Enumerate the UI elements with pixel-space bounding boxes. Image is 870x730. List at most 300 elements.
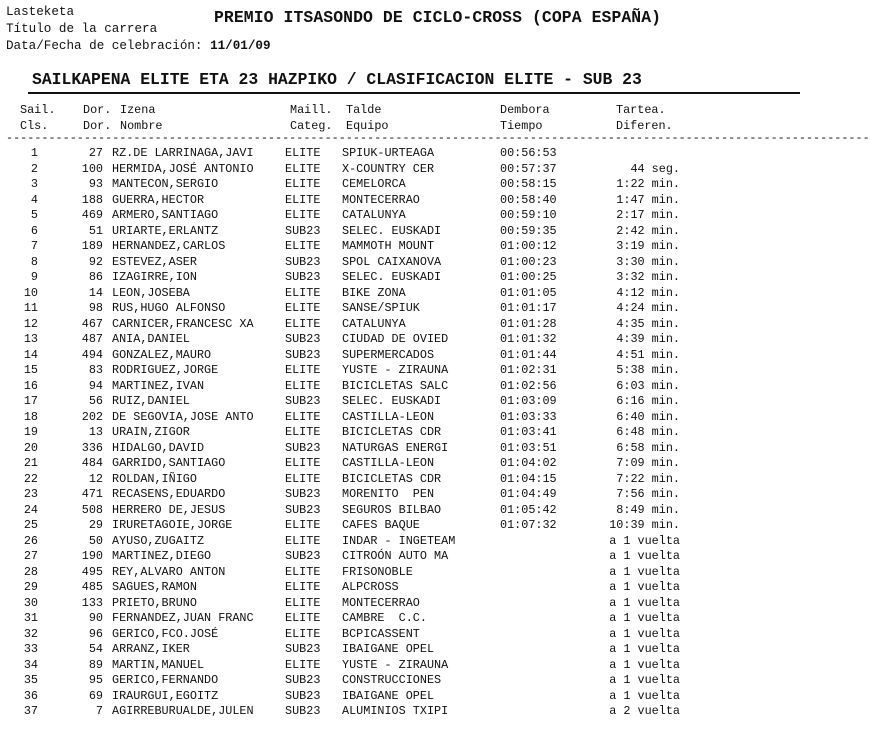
header-separator: -------------------------------------------------------------------------------------------------------------------------- <box>6 131 870 145</box>
table-row <box>0 239 830 255</box>
team-cell: BCPICASSENT <box>342 626 420 641</box>
gap-cell: 4:24 min. <box>616 301 680 315</box>
time-cell: 01:04:49 <box>500 487 557 501</box>
table-row <box>0 208 830 224</box>
table-row <box>0 394 830 410</box>
gap-cell: 6:58 min. <box>616 440 680 455</box>
col-maill: Maill. <box>290 103 333 117</box>
category-cell: SUB23 <box>285 688 321 703</box>
team-cell: NATURGAS ENERGI <box>342 440 449 455</box>
bib-cell: 89 <box>88 657 103 672</box>
bib-cell: 188 <box>81 192 103 207</box>
rank-cell: 28 <box>23 564 38 579</box>
team-cell: YUSTE - ZIRAUNA <box>342 657 449 672</box>
table-row <box>0 642 830 658</box>
gap-cell: 10:39 min. <box>609 518 680 532</box>
category-cell: ELITE <box>285 425 321 439</box>
category-cell: SUB23 <box>285 254 321 269</box>
rider-name-cell: SAGUES,RAMON <box>112 580 197 594</box>
category-cell: ELITE <box>285 363 321 377</box>
rider-name-cell: DE SEGOVIA,JOSE ANTO <box>112 409 254 424</box>
rider-name-cell: GONZALEZ,MAURO <box>112 347 212 362</box>
rider-name-cell: MANTECON,SERGIO <box>112 177 219 191</box>
time-cell: 01:01:17 <box>500 301 557 315</box>
time-cell: 01:01:05 <box>500 285 557 300</box>
rank-cell: 25 <box>23 518 38 532</box>
col-header-diff <box>616 102 673 134</box>
rider-name-cell: HERNANDEZ,CARLOS <box>112 239 226 253</box>
table-row <box>0 627 830 643</box>
time-cell: 01:03:33 <box>500 409 557 424</box>
bib-cell: 485 <box>81 580 103 594</box>
category-cell: ELITE <box>285 285 321 300</box>
bib-cell: 484 <box>81 456 103 470</box>
rider-name-cell: LEON,JOSEBA <box>112 285 190 300</box>
rider-name-cell: RODRIGUEZ,JORGE <box>112 363 219 377</box>
col-dor-eu: Dor. <box>83 103 112 117</box>
rank-cell: 23 <box>23 487 38 501</box>
rank-cell: 37 <box>23 704 38 718</box>
titulo-label: Título de la carrera <box>6 22 158 36</box>
team-cell: CONSTRUCCIONES <box>342 673 442 687</box>
category-cell: ELITE <box>285 456 321 470</box>
category-cell: SUB23 <box>285 673 321 687</box>
bib-cell: 92 <box>88 254 103 269</box>
bib-cell: 7 <box>95 704 103 718</box>
rank-cell: 29 <box>23 580 38 594</box>
table-row <box>0 580 830 596</box>
gap-cell: 2:17 min. <box>616 208 680 222</box>
col-header-time <box>500 102 550 134</box>
rider-name-cell: HERMIDA,JOSÉ ANTONIO <box>112 161 254 176</box>
bib-cell: 508 <box>81 502 103 517</box>
bib-cell: 467 <box>81 316 103 331</box>
bib-cell: 190 <box>81 549 103 563</box>
time-cell: 01:03:09 <box>500 394 557 408</box>
bib-cell: 495 <box>81 564 103 579</box>
rider-name-cell: IRAURGUI,EGOITZ <box>112 688 219 703</box>
col-cls: Cls. <box>20 119 49 133</box>
gap-cell: 6:03 min. <box>616 378 680 393</box>
category-cell: ELITE <box>285 378 321 393</box>
table-row <box>0 596 830 612</box>
bib-cell: 189 <box>81 239 103 253</box>
table-row <box>0 177 830 193</box>
col-nombre: Nombre <box>120 119 163 133</box>
gap-cell: 2:42 min. <box>616 223 680 238</box>
bib-cell: 93 <box>88 177 103 191</box>
category-cell: ELITE <box>285 564 321 579</box>
table-row <box>0 704 830 720</box>
category-cell: SUB23 <box>285 704 321 718</box>
time-cell: 01:02:31 <box>500 363 557 377</box>
rank-cell: 35 <box>23 673 38 687</box>
table-row <box>0 673 830 689</box>
time-cell: 01:01:44 <box>500 347 557 362</box>
category-cell: SUB23 <box>285 487 321 501</box>
gap-cell: 7:56 min. <box>616 487 680 501</box>
rider-name-cell: MARTIN,MANUEL <box>112 657 205 672</box>
rider-name-cell: ARRANZ,IKER <box>112 642 190 656</box>
category-cell: SUB23 <box>285 332 321 346</box>
rank-cell: 14 <box>23 347 38 362</box>
bib-cell: 98 <box>88 301 103 315</box>
table-row <box>0 162 830 178</box>
table-row <box>0 332 830 348</box>
gap-cell: 3:32 min. <box>616 270 680 284</box>
rider-name-cell: FERNANDEZ,JUAN FRANC <box>112 611 254 625</box>
category-cell: SUB23 <box>285 347 321 362</box>
rank-cell: 32 <box>23 626 38 641</box>
gap-cell: a 1 vuelta <box>609 564 680 579</box>
race-title: PREMIO ITSASONDO DE CICLO-CROSS (COPA ESPAÑA) <box>214 8 662 27</box>
category-cell: SUB23 <box>285 394 321 408</box>
table-row <box>0 456 830 472</box>
gap-cell: a 1 vuelta <box>609 580 680 594</box>
table-row <box>0 255 830 271</box>
col-header-name <box>120 102 162 134</box>
col-dor-es: Dor. <box>83 119 112 133</box>
team-cell: MONTECERRAO <box>342 192 420 207</box>
col-tartea: Tartea. <box>616 103 666 117</box>
table-row <box>0 565 830 581</box>
gap-cell: 7:09 min. <box>616 456 680 470</box>
col-categ: Categ. <box>290 119 333 133</box>
category-cell: ELITE <box>285 409 321 424</box>
bib-cell: 50 <box>88 533 103 548</box>
rank-cell: 7 <box>30 239 38 253</box>
table-row <box>0 286 830 302</box>
team-cell: BICICLETAS CDR <box>342 425 442 439</box>
time-cell: 01:01:32 <box>500 332 557 346</box>
rider-name-cell: GERICO,FCO.JOSÉ <box>112 626 219 641</box>
rank-cell: 5 <box>30 208 38 222</box>
rider-name-cell: RUS,HUGO ALFONSO <box>112 301 226 315</box>
table-row <box>0 301 830 317</box>
bib-cell: 133 <box>81 595 103 610</box>
time-cell: 00:58:40 <box>500 192 557 207</box>
time-cell: 01:02:56 <box>500 378 557 393</box>
table-row <box>0 487 830 503</box>
rider-name-cell: IRURETAGOIE,JORGE <box>112 518 233 532</box>
team-cell: INDAR - INGETEAM <box>342 533 456 548</box>
bib-cell: 83 <box>88 363 103 377</box>
rank-cell: 24 <box>23 502 38 517</box>
team-cell: MORENITO PEN <box>342 487 435 501</box>
category-cell: SUB23 <box>285 549 321 563</box>
gap-cell: 1:22 min. <box>616 177 680 191</box>
team-cell: CAMBRE C.C. <box>342 611 427 625</box>
team-cell: ALUMINIOS TXIPI <box>342 704 449 718</box>
gap-cell: a 1 vuelta <box>609 549 680 563</box>
gap-cell: a 1 vuelta <box>609 626 680 641</box>
bib-cell: 469 <box>81 208 103 222</box>
gap-cell: 4:35 min. <box>616 316 680 331</box>
category-cell: ELITE <box>285 161 321 176</box>
team-cell: CASTILLA-LEON <box>342 409 435 424</box>
table-row <box>0 146 830 162</box>
team-cell: BIKE ZONA <box>342 285 406 300</box>
category-cell: ELITE <box>285 208 321 222</box>
team-cell: SELEC. EUSKADI <box>342 394 442 408</box>
classification-title: SAILKAPENA ELITE ETA 23 HAZPIKO / CLASIFICACION ELITE - SUB 23 <box>32 70 642 89</box>
team-cell: CATALUNYA <box>342 316 406 331</box>
table-row <box>0 425 830 441</box>
table-row <box>0 193 830 209</box>
rank-cell: 26 <box>23 533 38 548</box>
bib-cell: 487 <box>81 332 103 346</box>
team-cell: IBAIGANE OPEL <box>342 688 435 703</box>
category-cell: SUB23 <box>285 642 321 656</box>
rider-name-cell: HERRERO DE,JESUS <box>112 502 226 517</box>
team-cell: YUSTE - ZIRAUNA <box>342 363 449 377</box>
rank-cell: 20 <box>23 440 38 455</box>
gap-cell: 3:19 min. <box>616 239 680 253</box>
rank-cell: 17 <box>23 394 38 408</box>
category-cell: ELITE <box>285 657 321 672</box>
team-cell: MAMMOTH MOUNT <box>342 239 435 253</box>
col-sail: Sail. <box>20 103 56 117</box>
category-cell: ELITE <box>285 471 321 486</box>
gap-cell: 4:39 min. <box>616 332 680 346</box>
rank-cell: 9 <box>30 270 38 284</box>
time-cell: 01:03:41 <box>500 425 557 439</box>
table-row <box>0 317 830 333</box>
bib-cell: 51 <box>88 223 103 238</box>
col-header-dor <box>83 102 111 134</box>
rank-cell: 8 <box>30 254 38 269</box>
gap-cell: 7:22 min. <box>616 471 680 486</box>
gap-cell: 6:16 min. <box>616 394 680 408</box>
gap-cell: a 2 vuelta <box>609 704 680 718</box>
rank-cell: 34 <box>23 657 38 672</box>
table-row <box>0 224 830 240</box>
team-cell: SEGUROS BILBAO <box>342 502 442 517</box>
rank-cell: 6 <box>30 223 38 238</box>
col-equipo: Equipo <box>346 119 389 133</box>
bib-cell: 86 <box>88 270 103 284</box>
rider-name-cell: PRIETO,BRUNO <box>112 595 197 610</box>
team-cell: SPIUK-URTEAGA <box>342 146 435 160</box>
rider-name-cell: GERICO,FERNANDO <box>112 673 219 687</box>
time-cell: 01:00:25 <box>500 270 557 284</box>
table-row <box>0 379 830 395</box>
team-cell: ALPCROSS <box>342 580 399 594</box>
gap-cell: 5:38 min. <box>616 363 680 377</box>
table-row <box>0 410 830 426</box>
time-cell: 00:56:53 <box>500 146 557 160</box>
time-cell: 01:01:28 <box>500 316 557 331</box>
rank-cell: 19 <box>23 425 38 439</box>
category-cell: ELITE <box>285 146 321 160</box>
team-cell: CASTILLA-LEON <box>342 456 435 470</box>
table-row <box>0 503 830 519</box>
table-row <box>0 472 830 488</box>
rider-name-cell: ESTEVEZ,ASER <box>112 254 197 269</box>
team-cell: SANSE/SPIUK <box>342 301 420 315</box>
gap-cell: a 1 vuelta <box>609 595 680 610</box>
rider-name-cell: RECASENS,EDUARDO <box>112 487 226 501</box>
time-cell: 01:03:51 <box>500 440 557 455</box>
rider-name-cell: IZAGIRRE,ION <box>112 270 197 284</box>
gap-cell: 1:47 min. <box>616 192 680 207</box>
team-cell: X-COUNTRY CER <box>342 161 435 176</box>
bib-cell: 27 <box>88 146 103 160</box>
rider-name-cell: RUIZ,DANIEL <box>112 394 190 408</box>
table-row <box>0 611 830 627</box>
rider-name-cell: AGIRREBURUALDE,JULEN <box>112 704 254 718</box>
rider-name-cell: AYUSO,ZUGAITZ <box>112 533 205 548</box>
team-cell: SUPERMERCADOS <box>342 347 435 362</box>
gap-cell: a 1 vuelta <box>609 688 680 703</box>
table-row <box>0 549 830 565</box>
category-cell: ELITE <box>285 626 321 641</box>
time-cell: 01:00:12 <box>500 239 557 253</box>
gap-cell: 4:12 min. <box>616 285 680 300</box>
col-dembora: Dembora <box>500 103 550 117</box>
title-underline <box>28 92 800 94</box>
gap-cell: 44 seg. <box>630 161 680 176</box>
rider-name-cell: RZ.DE LARRINAGA,JAVI <box>112 146 254 160</box>
fecha-label: Data/Fecha de celebración: <box>6 39 203 53</box>
fecha-line <box>6 38 271 55</box>
bib-cell: 69 <box>88 688 103 703</box>
rank-cell: 22 <box>23 471 38 486</box>
rider-name-cell: ROLDAN,IÑIGO <box>112 471 197 486</box>
rider-name-cell: URIARTE,ERLANTZ <box>112 223 219 238</box>
bib-cell: 471 <box>81 487 103 501</box>
category-cell: SUB23 <box>285 223 321 238</box>
bib-cell: 94 <box>88 378 103 393</box>
bib-cell: 90 <box>88 611 103 625</box>
category-cell: ELITE <box>285 239 321 253</box>
rider-name-cell: URAIN,ZIGOR <box>112 425 190 439</box>
category-cell: ELITE <box>285 595 321 610</box>
table-row <box>0 534 830 550</box>
rider-name-cell: REY,ALVARO ANTON <box>112 564 226 579</box>
gap-cell: a 1 vuelta <box>609 673 680 687</box>
category-cell: ELITE <box>285 192 321 207</box>
team-cell: SELEC. EUSKADI <box>342 270 442 284</box>
rider-name-cell: CARNICER,FRANCESC XA <box>112 316 254 331</box>
gap-cell: 4:51 min. <box>616 347 680 362</box>
category-cell: SUB23 <box>285 502 321 517</box>
rank-cell: 21 <box>23 456 38 470</box>
bib-cell: 96 <box>88 626 103 641</box>
table-row <box>0 270 830 286</box>
fecha-value: 11/01/09 <box>210 39 271 53</box>
time-cell: 01:00:23 <box>500 254 557 269</box>
rider-name-cell: ANIA,DANIEL <box>112 332 190 346</box>
team-cell: CATALUNYA <box>342 208 406 222</box>
team-cell: BICICLETAS CDR <box>342 471 442 486</box>
col-izena: Izena <box>120 103 156 117</box>
table-row <box>0 518 830 534</box>
col-talde: Talde <box>346 103 382 117</box>
rider-name-cell: MARTINEZ,DIEGO <box>112 549 212 563</box>
gap-cell: 6:48 min. <box>616 425 680 439</box>
gap-cell: a 1 vuelta <box>609 611 680 625</box>
team-cell: CIUDAD DE OVIED <box>342 332 449 346</box>
rank-cell: 16 <box>23 378 38 393</box>
category-cell: ELITE <box>285 518 321 532</box>
category-cell: ELITE <box>285 533 321 548</box>
time-cell: 01:04:15 <box>500 471 557 486</box>
col-header-cat <box>290 102 332 134</box>
rank-cell: 2 <box>30 161 38 176</box>
rider-name-cell: GUERRA,HECTOR <box>112 192 205 207</box>
team-cell: BICICLETAS SALC <box>342 378 449 393</box>
rank-cell: 4 <box>30 192 38 207</box>
gap-cell: 6:40 min. <box>616 409 680 424</box>
time-cell: 01:07:32 <box>500 518 557 532</box>
team-cell: IBAIGANE OPEL <box>342 642 435 656</box>
rank-cell: 15 <box>23 363 38 377</box>
lasteketa-label: Lasteketa <box>6 5 75 19</box>
col-diferen: Diferen. <box>616 119 673 133</box>
rank-cell: 12 <box>23 316 38 331</box>
bib-cell: 202 <box>81 409 103 424</box>
bib-cell: 12 <box>88 471 103 486</box>
team-cell: MONTECERRAO <box>342 595 420 610</box>
rank-cell: 13 <box>23 332 38 346</box>
rider-name-cell: MARTINEZ,IVAN <box>112 378 205 393</box>
category-cell: ELITE <box>285 611 321 625</box>
rank-cell: 3 <box>30 177 38 191</box>
time-cell: 01:04:02 <box>500 456 557 470</box>
bib-cell: 336 <box>81 440 103 455</box>
category-cell: SUB23 <box>285 440 321 455</box>
results-table <box>0 146 830 720</box>
table-row <box>0 348 830 364</box>
category-cell: ELITE <box>285 316 321 331</box>
time-cell: 01:05:42 <box>500 502 557 517</box>
gap-cell: a 1 vuelta <box>609 533 680 548</box>
team-cell: FRISONOBLE <box>342 564 413 579</box>
rank-cell: 36 <box>23 688 38 703</box>
bib-cell: 494 <box>81 347 103 362</box>
gap-cell: a 1 vuelta <box>609 657 680 672</box>
team-cell: SELEC. EUSKADI <box>342 223 442 238</box>
bib-cell: 29 <box>88 518 103 532</box>
gap-cell: 8:49 min. <box>616 502 680 517</box>
rider-name-cell: HIDALGO,DAVID <box>112 440 205 455</box>
rider-name-cell: GARRIDO,SANTIAGO <box>112 456 226 470</box>
time-cell: 00:59:10 <box>500 208 557 222</box>
team-cell: SPOL CAIXANOVA <box>342 254 442 269</box>
rank-cell: 33 <box>23 642 38 656</box>
table-row <box>0 441 830 457</box>
time-cell: 00:59:35 <box>500 223 557 238</box>
category-cell: ELITE <box>285 177 321 191</box>
gap-cell: a 1 vuelta <box>609 642 680 656</box>
bib-cell: 54 <box>88 642 103 656</box>
bib-cell: 13 <box>88 425 103 439</box>
team-cell: CEMELORCA <box>342 177 406 191</box>
bib-cell: 56 <box>88 394 103 408</box>
rank-cell: 11 <box>23 301 38 315</box>
rank-cell: 31 <box>23 611 38 625</box>
col-header-cls <box>20 102 55 134</box>
rider-name-cell: ARMERO,SANTIAGO <box>112 208 219 222</box>
gap-cell: 3:30 min. <box>616 254 680 269</box>
category-cell: ELITE <box>285 580 321 594</box>
bib-cell: 100 <box>81 161 103 176</box>
col-header-team <box>346 102 388 134</box>
bib-cell: 95 <box>88 673 103 687</box>
category-cell: SUB23 <box>285 270 321 284</box>
table-row <box>0 689 830 705</box>
